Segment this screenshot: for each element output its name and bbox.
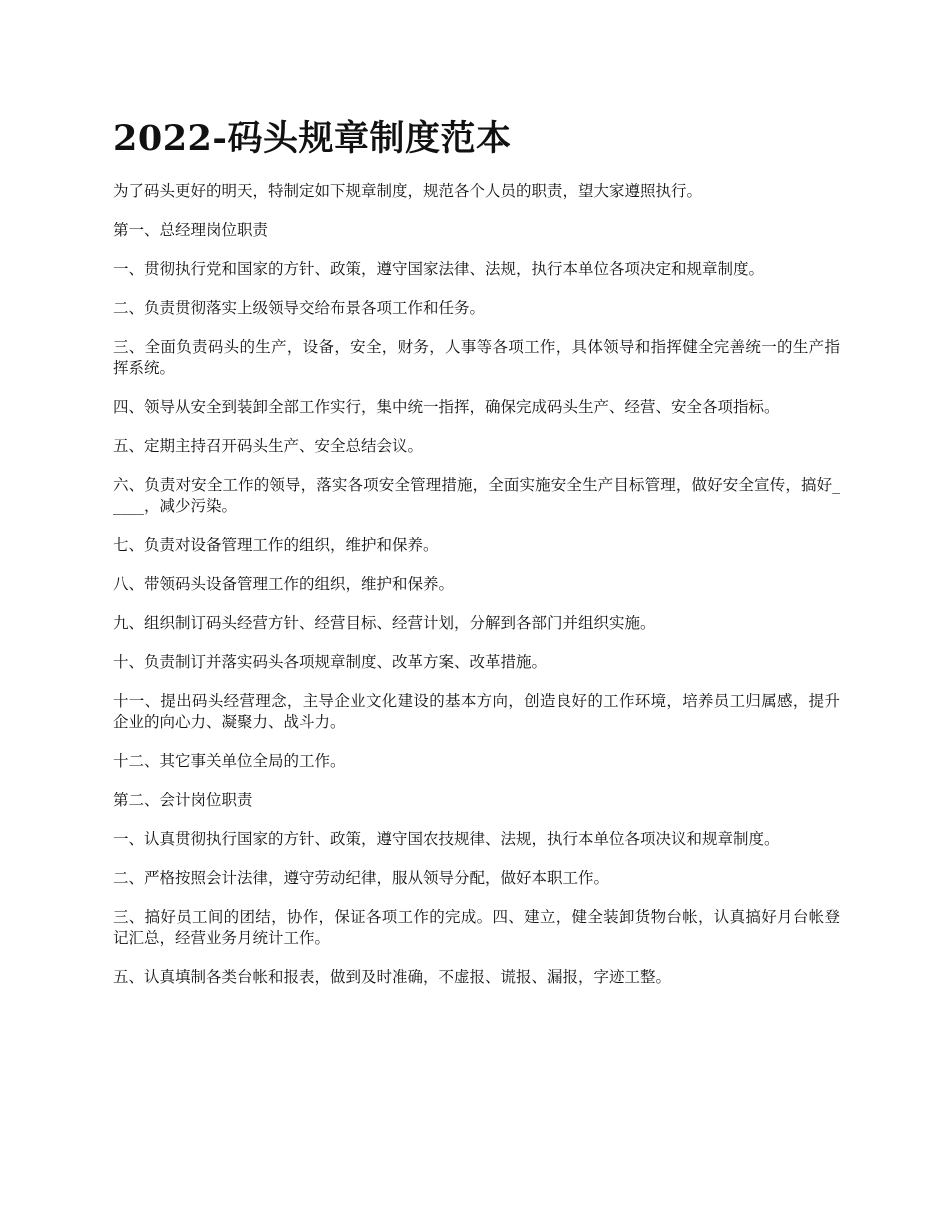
- paragraph: 六、负责对安全工作的领导，落实各项安全管理措施，全面实施安全生产目标管理，做好安全宣传，搞好_____，减少污染。: [113, 476, 840, 515]
- paragraph: 一、贯彻执行党和国家的方针、政策，遵守国家法律、法规，执行本单位各项决定和规章制度。: [113, 260, 765, 278]
- paragraph: 一、认真贯彻执行国家的方针、政策，遵守国农技规律、法规，执行本单位各项决议和规章制度。: [113, 830, 780, 848]
- document-title: 2022-码头规章制度范本: [113, 118, 512, 159]
- paragraph: 五、认真填制各类台帐和报表，做到及时准确，不虚报、谎报、漏报，字迹工整。: [113, 968, 672, 986]
- paragraph: 四、领导从安全到装卸全部工作实行，集中统一指挥，确保完成码头生产、经营、安全各项指标。: [113, 398, 780, 416]
- document-page: [113, 118, 840, 1006]
- paragraph: 十、负责制订并落实码头各项规章制度、改革方案、改革措施。: [113, 653, 548, 671]
- paragraph: 十一、提出码头经营理念，主导企业文化建设的基本方向，创造良好的工作环境，培养员工归属感，提升企业的向心力、凝聚力、战斗力。: [113, 692, 840, 731]
- paragraph: 三、全面负责码头的生产，设备，安全，财务，人事等各项工作，具体领导和指挥健全完善统一的生产指挥系统。: [113, 338, 840, 377]
- paragraph: 二、负责贯彻落实上级领导交给布景各项工作和任务。: [113, 299, 486, 317]
- paragraph: 七、负责对设备管理工作的组织，维护和保养。: [113, 536, 439, 554]
- paragraph: 二、严格按照会计法律，遵守劳动纪律，服从领导分配，做好本职工作。: [113, 869, 610, 887]
- paragraph: 九、组织制订码头经营方针、经营目标、经营计划，分解到各部门并组织实施。: [113, 614, 656, 632]
- section-heading-general-manager: 第一、总经理岗位职责: [113, 221, 269, 239]
- paragraph: 三、搞好员工间的团结，协作，保证各项工作的完成。四、建立，健全装卸货物台帐，认真搞好月台帐登记汇总，经营业务月统计工作。: [113, 908, 840, 947]
- paragraph: 八、带领码头设备管理工作的组织，维护和保养。: [113, 575, 455, 593]
- section-heading-accountant: 第二、会计岗位职责: [113, 791, 253, 809]
- paragraph: 十二、其它事关单位全局的工作。: [113, 752, 346, 770]
- intro-paragraph: 为了码头更好的明天，特制定如下规章制度，规范各个人员的职责，望大家遵照执行。: [113, 182, 703, 200]
- paragraph: 五、定期主持召开码头生产、安全总结会议。: [113, 437, 424, 455]
